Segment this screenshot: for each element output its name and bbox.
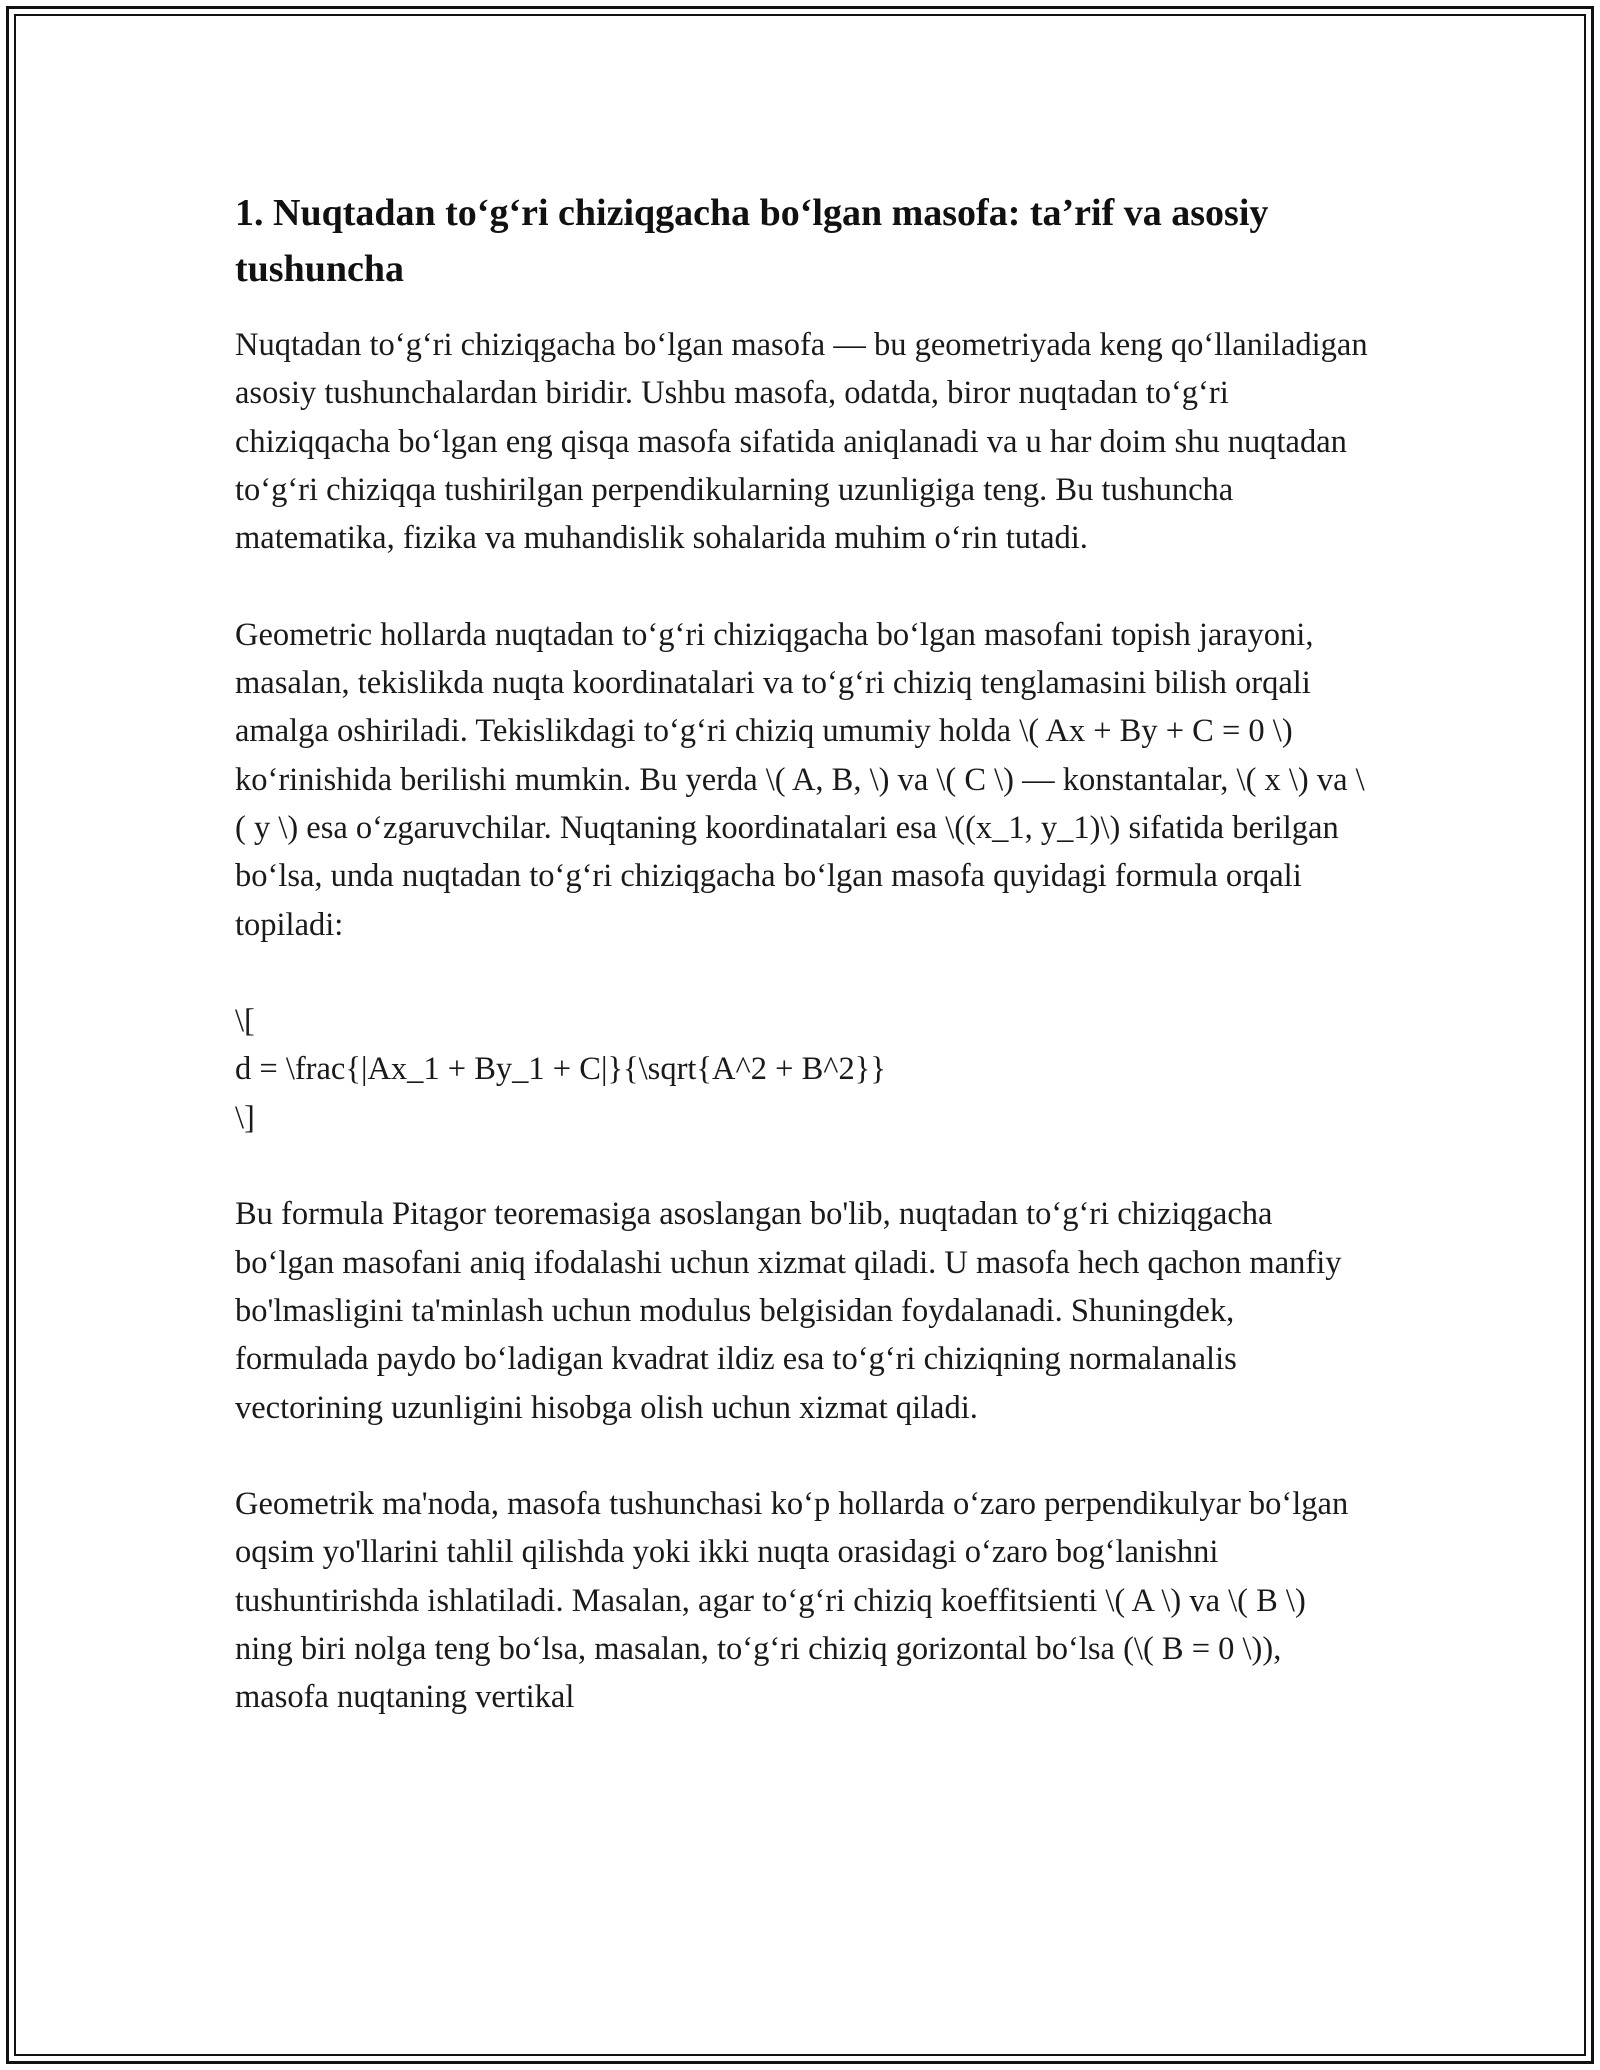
document-body	[235, 185, 1370, 1770]
paragraph-explanation: Bu formula Pitagor teoremasiga asoslangan bo'lib, nuqtadan to‘g‘ri chiziqgacha bo‘lgan masofani aniq ifodalashi uchun xizmat qiladi. U masofa hech qachon manfiy bo'lmasligini ta'minlash uchun modulus belgisidan foydalanadi. Shuningdek, formulada paydo bo‘ladigan kvadrat ildiz esa to‘g‘ri chiziqning normalanalis vectorining uzunligini hisobga olish uchun xizmat qiladi.	[235, 1196, 1342, 1426]
distance-formula	[235, 997, 1370, 1142]
paragraph-definition: Nuqtadan to‘g‘ri chiziqgacha bo‘lgan masofa — bu geometriyada keng qo‘llaniladigan asosiy tushunchalardan biridir. Ushbu masofa, odatda, biror nuqtadan to‘g‘ri chiziqqacha bo‘lgan eng qisqa masofa sifatida aniqlanadi va u har doim shu nuqtadan to‘g‘ri chiziqqa tushirilgan perpendikularning uzunligiga teng. Bu tushuncha matematika, fizika va muhandislik sohalarida muhim o‘rin tutadi.	[235, 327, 1368, 557]
formula-body: d = \frac{|Ax_1 + By_1 + C|}{\sqrt{A^2 + B^2}}	[235, 1051, 886, 1088]
formula-open: \[	[235, 1003, 255, 1040]
formula-close: \]	[235, 1099, 255, 1136]
section-heading: 1. Nuqtadan to‘g‘ri chiziqgacha bo‘lgan masofa: ta’rif va asosiy tushuncha	[235, 192, 1269, 290]
paragraph-geometric-meaning: Geometrik ma'noda, masofa tushunchasi ko‘p hollarda o‘zaro perpendikulyar bo‘lgan oqsim yo'llarini tahlil qilishda yoki ikki nuqta orasidagi o‘zaro bog‘lanishni tushuntirishda ishlatiladi. Masalan, agar to‘g‘ri chiziq koeffitsienti \( A \) va \( B \) ning biri nolga teng bo‘lsa, masalan, to‘g‘ri chiziq gorizontal bo‘lsa (\( B = 0 \)), masofa nuqtaning vertikal	[235, 1486, 1349, 1716]
paragraph-coordinates: Geometric hollarda nuqtadan to‘g‘ri chiziqgacha bo‘lgan masofani topish jarayoni, masalan, tekislikda nuqta koordinatalari va to‘g‘ri chiziq tenglamasini bilish orqali amalga oshiriladi. Tekislikdagi to‘g‘ri chiziq umumiy holda \( Ax + By + C = 0 \) ko‘rinishida berilishi mumkin. Bu yerda \( A, B, \) va \( C \) — konstantalar, \( x \) va \( y \) esa o‘zgaruvchilar. Nuqtaning koordinatalari esa \((x_1, y_1)\) sifatida berilgan bo‘lsa, unda nuqtadan to‘g‘ri chiziqgacha bo‘lgan masofa quyidagi formula orqali topiladi:	[235, 616, 1365, 943]
